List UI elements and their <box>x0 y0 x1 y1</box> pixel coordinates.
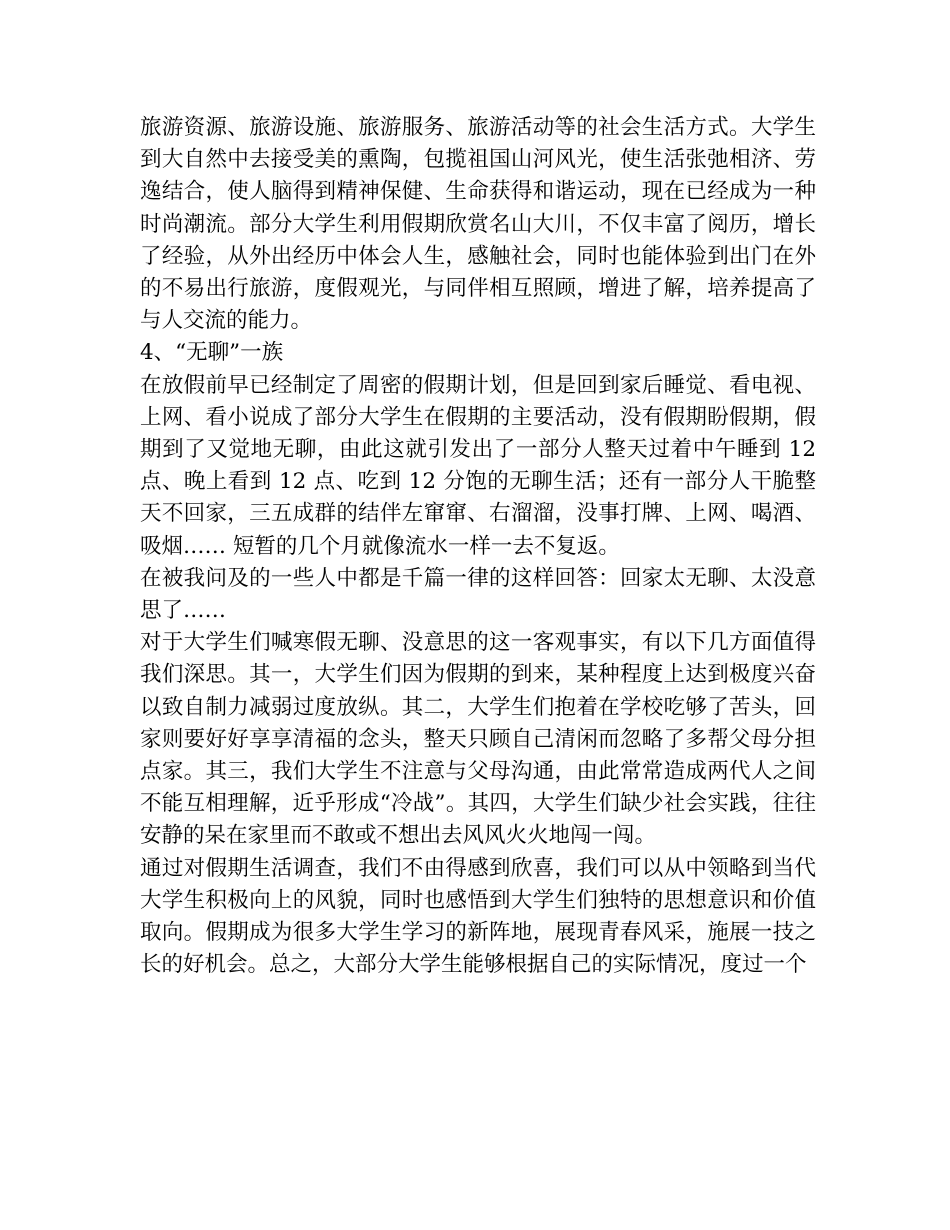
paragraph-tourism-continuation: 旅游资源、旅游设施、旅游服务、旅游活动等的社会生活方式。大学生到大自然中去接受美的熏陶，包揽祖国山河风光，使生活张弛相济、劳逸结合，使人脑得到精神保健、生命获得和谐运动，现在已经成为一种时尚潮流。部分大学生利用假期欣赏名山大川，不仅丰富了阅历，增长了经验，从外出经历中体会人生，感触社会，同时也能体验到出门在外的不易出行旅游，度假观光，与同伴相互照顾，增进了解，培养提高了与人交流的能力。 <box>140 115 816 334</box>
section-heading-boredom-group: 4、“无聊”一族 <box>140 340 284 366</box>
paragraph-boredom-description: 在放假前早已经制定了周密的假期计划，但是回到家后睡觉、看电视、上网、看小说成了部分大学生在假期的主要活动，没有假期盼假期，假期到了又觉地无聊，由此这就引发出了一部分人整天过着中午睡到 12 点、晚上看到 12 点、吃到 12 分饱的无聊生活；还有一部分人干脆整天不回家，三五成群的结伴左窜窜、右溜溜，没事打牌、上网、喝酒、吸烟…… 短暂的几个月就像流水一样一去不复返。 <box>140 372 816 559</box>
paragraph-survey-responses: 在被我问及的一些人中都是千篇一律的这样回答：回家太无聊、太没意思了…… <box>140 565 816 624</box>
document-body <box>140 112 816 981</box>
paragraph-reflection-reasons: 对于大学生们喊寒假无聊、没意思的这一客观事实，有以下几方面值得我们深思。其一，大学生们因为假期的到来，某种程度上达到极度兴奋以致自制力减弱过度放纵。其二，大学生们抱着在学校吃够了苦头，回家则要好好享享清福的念头，整天只顾自己清闲而忽略了多帮父母分担点家。其三，我们大学生不注意与父母沟通，由此常常造成两代人之间不能互相理解，近乎形成“冷战”。其四，大学生们缺少社会实践，往往安静的呆在家里而不敢或不想出去风风火火地闯一闯。 <box>140 630 816 849</box>
paragraph-conclusion: 通过对假期生活调查，我们不由得感到欣喜，我们可以从中领略到当代大学生积极向上的风貌，同时也感悟到大学生们独特的思想意识和价值取向。假期成为很多大学生学习的新阵地，展现青春风采，施展一技之长的好机会。总之，大部分大学生能够根据自己的实际情况，度过一个 <box>140 855 816 978</box>
